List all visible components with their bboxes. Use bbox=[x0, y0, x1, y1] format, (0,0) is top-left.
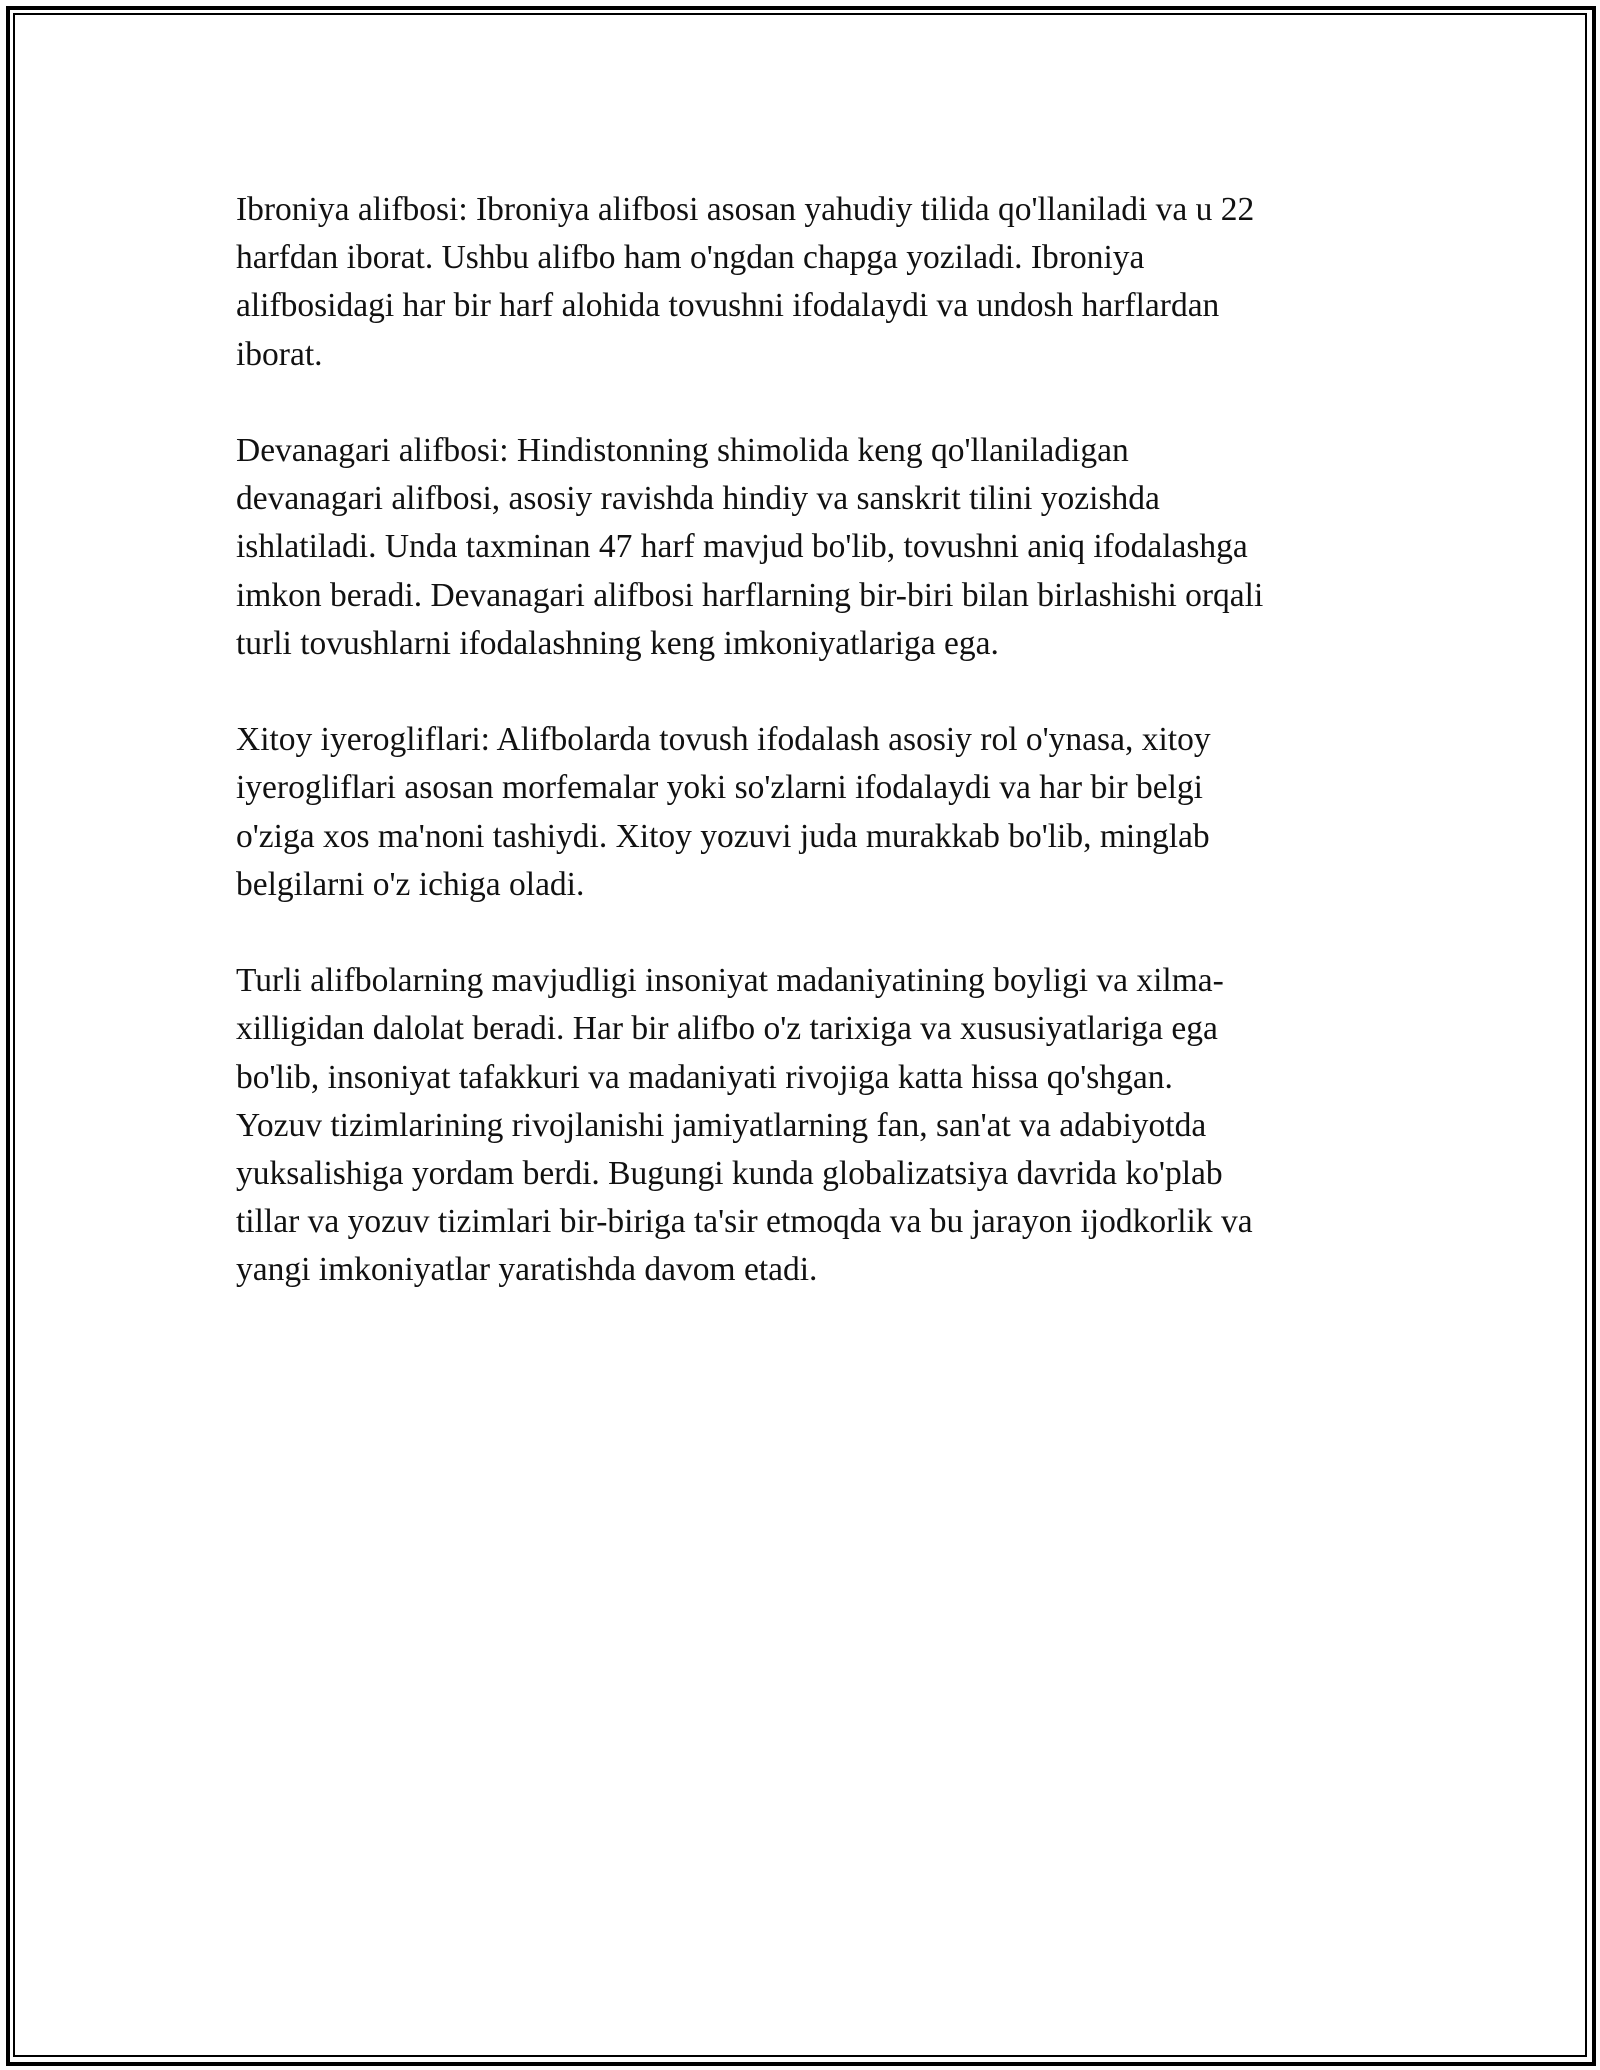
paragraph-conclusion: Turli alifbolarning mavjudligi insoniyat madaniyatining boyligi va xilma- xilligidan dalolat beradi. Har bir alifbo o'z tarixiga va xususiyatlariga ega bo'lib, insoniyat tafakkuri va madaniyati rivojiga katta hissa qo'shgan. Yozuv tizimlarining rivojlanishi jamiyatlarning fan, san'at va adabiyotda yuksalishiga yordam berdi. Bugungi kunda globalizatsiya davrida ko'plab tillar va yozuv tizimlari bir-biriga ta'sir etmoqda va bu jarayon ijodkorlik va yangi imkoniyatlar yaratishda davom etadi. bbox=[236, 962, 1253, 1289]
paragraph-ibroniya: Ibroniya alifbosi: Ibroniya alifbosi asosan yahudiy tilida qo'llaniladi va u 22 harfdan iborat. Ushbu alifbo ham o'ngdan chapga yoziladi. Ibroniya alifbosidagi har bir harf alohida tovushni ifodalaydi va undosh harflardan iborat. bbox=[236, 191, 1255, 373]
paragraph-devanagari: Devanagari alifbosi: Hindistonning shimolida keng qo'llaniladigan devanagari alifbosi, asosiy ravishda hindiy va sanskrit tilini yozishda ishlatiladi. Unda taxminan 47 harf mavjud bo'lib, tovushni aniq ifodalashga imkon beradi. Devanagari alifbosi harflarning bir-biri bilan birlashishi orqali turli tovushlarni ifodalashning keng imkoniyatlariga ega. bbox=[236, 432, 1264, 662]
document-body bbox=[236, 186, 1376, 1343]
paragraph-xitoy: Xitoy iyerogliflari: Alifbolarda tovush ifodalash asosiy rol o'ynasa, xitoy iyerogliflari asosan morfemalar yoki so'zlarni ifodalaydi va har bir belgi o'ziga xos ma'noni tashiydi. Xitoy yozuvi juda murakkab bo'lib, minglab belgilarni o'z ichiga oladi. bbox=[236, 721, 1211, 903]
